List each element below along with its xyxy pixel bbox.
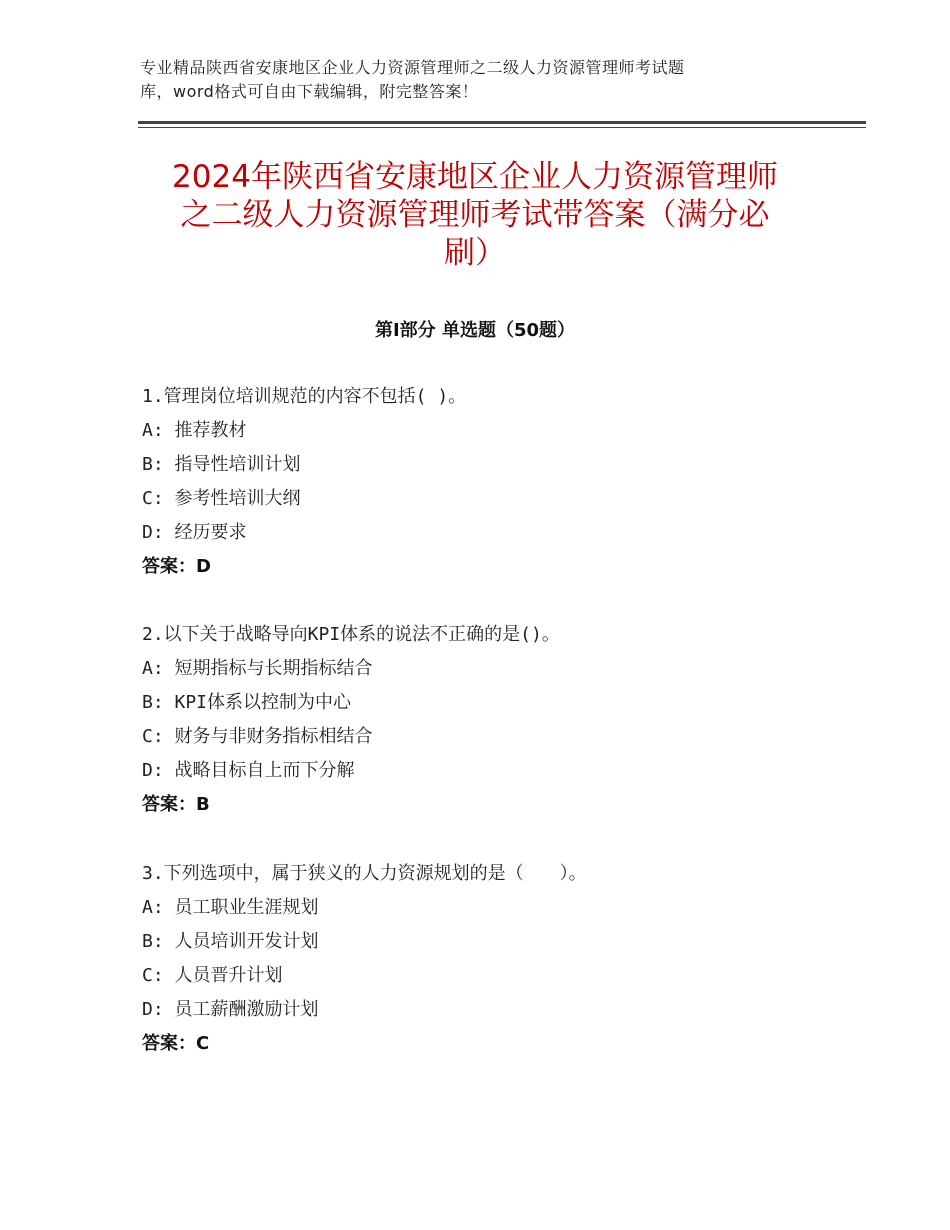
option-b: B: 指导性培训计划	[142, 454, 301, 475]
answer: 答案：B	[142, 794, 210, 815]
answer: 答案：C	[142, 1033, 210, 1054]
question-2	[142, 618, 842, 822]
document-title-line-1: 2024年陕西省安康地区企业人力资源管理师	[172, 159, 778, 195]
option-b: B: KPI体系以控制为中心	[142, 692, 352, 713]
question-stem: 3.下列选项中，属于狭义的人力资源规划的是（ ）。	[142, 863, 587, 884]
header-rule-thick	[138, 121, 866, 124]
option-a: A: 短期指标与长期指标结合	[142, 658, 373, 679]
option-c: C: 参考性培训大纲	[142, 488, 301, 509]
question-3	[142, 857, 842, 1061]
question-stem: 1.管理岗位培训规范的内容不包括( )。	[142, 386, 467, 407]
option-c: C: 财务与非财务指标相结合	[142, 726, 373, 747]
document-title-line-3: 刷）	[444, 235, 506, 271]
header-rule-thin	[138, 127, 866, 128]
answer: 答案：D	[142, 556, 211, 577]
question-1	[142, 380, 842, 584]
option-d: D: 员工薪酬激励计划	[142, 999, 319, 1020]
option-d: D: 战略目标自上而下分解	[142, 760, 355, 781]
option-b: B: 人员培训开发计划	[142, 931, 319, 952]
option-a: A: 员工职业生涯规划	[142, 897, 319, 918]
option-d: D: 经历要求	[142, 522, 247, 543]
header-note	[140, 56, 800, 104]
option-a: A: 推荐教材	[142, 420, 247, 441]
header-note-line-2: 库，word格式可自由下载编辑，附完整答案！	[140, 82, 479, 101]
document-title-line-2: 之二级人力资源管理师考试带答案（满分必	[180, 197, 770, 233]
header-note-line-1: 专业精品陕西省安康地区企业人力资源管理师之二级人力资源管理师考试题	[140, 58, 685, 77]
question-stem: 2.以下关于战略导向KPI体系的说法不正确的是()。	[142, 624, 560, 645]
option-c: C: 人员晋升计划	[142, 965, 283, 986]
section-title: 第Ⅰ部分 单选题（50题）	[374, 320, 575, 341]
document-title	[120, 158, 830, 272]
